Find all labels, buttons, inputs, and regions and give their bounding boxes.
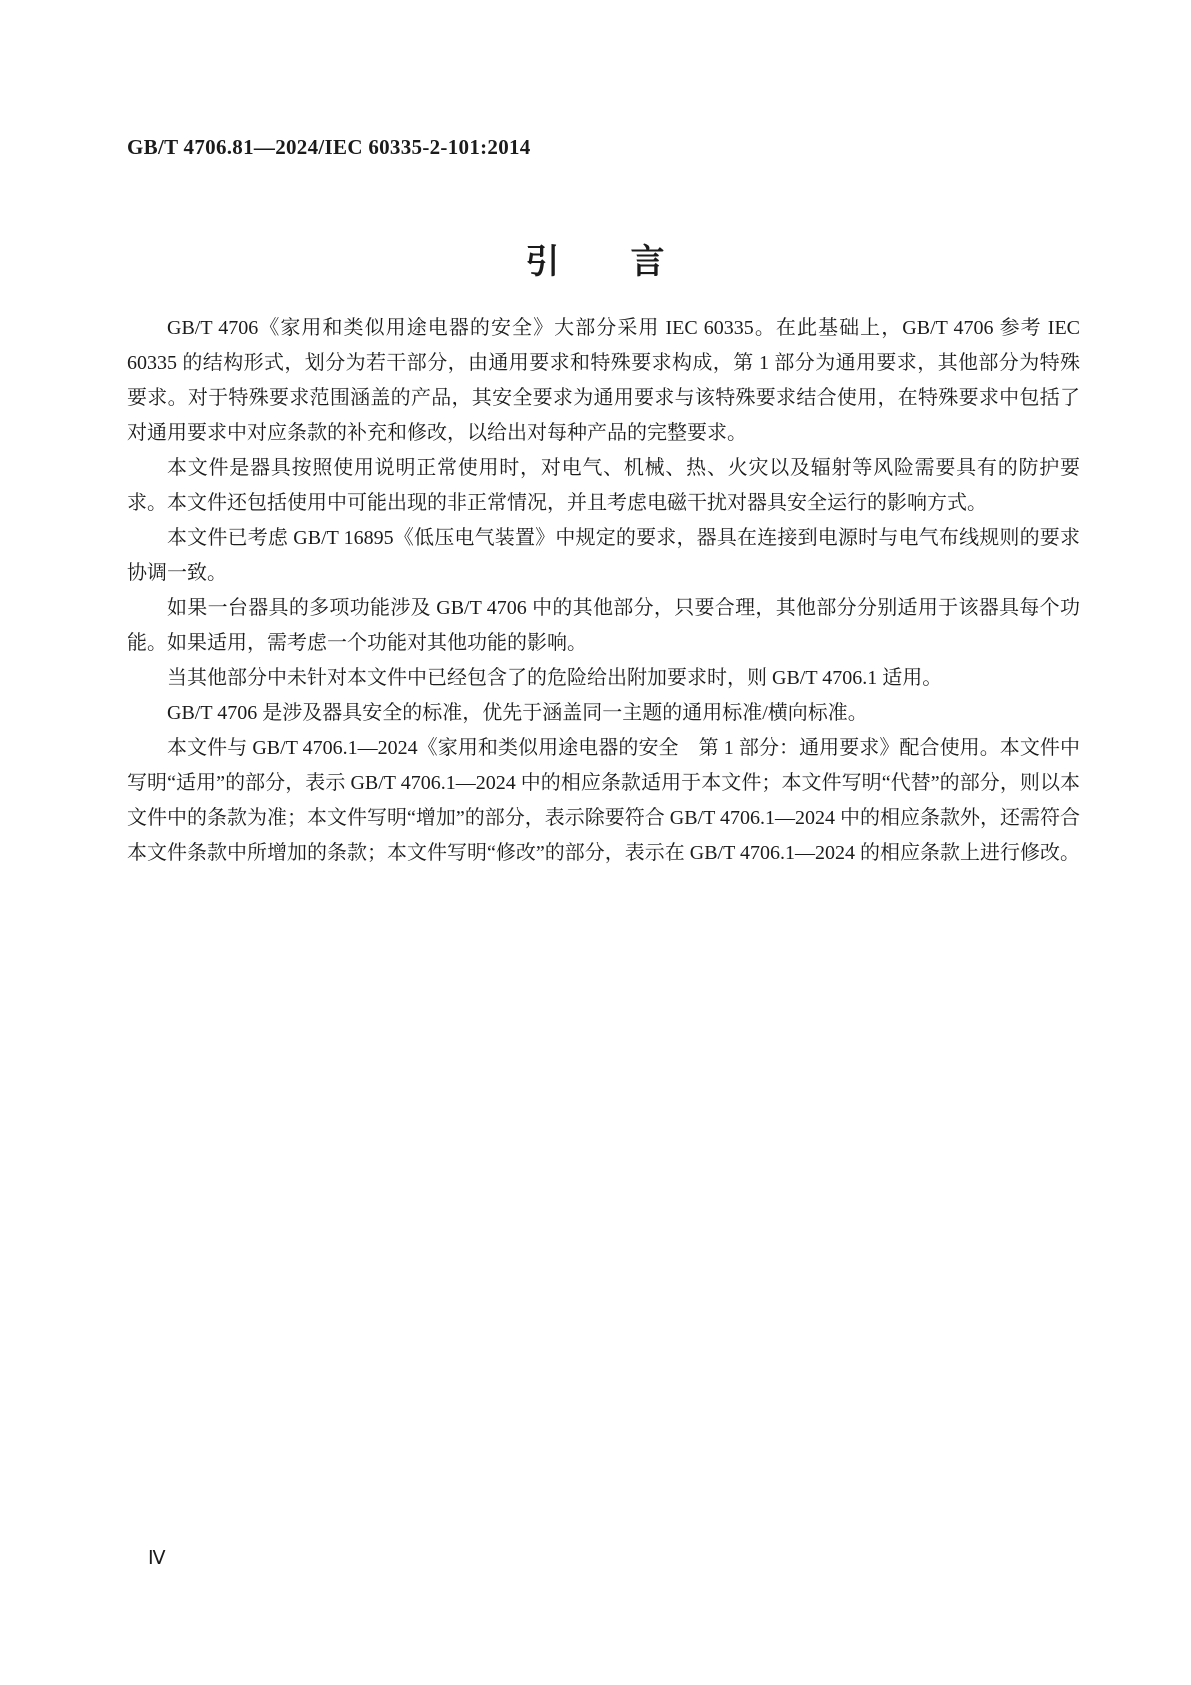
intro-paragraph: GB/T 4706 是涉及器具安全的标准，优先于涵盖同一主题的通用标准/横向标准。 — [167, 702, 868, 724]
intro-paragraph: 本文件与 GB/T 4706.1—2024《家用和类似用途电器的安全 第 1 部分：通用要求》配合使用。本文件中写明“适用”的部分，表示 GB/T 4706.1—2024 中的相应条款适用于本文件；本文件写明“代替”的部分，则以本文件中的条款为准；本文件写明“增加”的部分，表示除要符合 GB/T 4706.1—2024 中的相应条款外，还需符合本文件条款中所增加的条款；本文件写明“修改”的部分，表示在 GB/T 4706.1—2024 的相应条款上进行修改。 — [127, 737, 1080, 864]
intro-paragraph: 当其他部分中未针对本文件中已经包含了的危险给出附加要求时，则 GB/T 4706.1 适用。 — [167, 667, 943, 689]
intro-paragraph: GB/T 4706《家用和类似用途电器的安全》大部分采用 IEC 60335。在此基础上，GB/T 4706 参考 IEC 60335 的结构形式，划分为若干部分，由通用要求和特殊要求构成，第 1 部分为通用要求，其他部分为特殊要求。对于特殊要求范围涵盖的产品，其安全要求为通用要求与该特殊要求结合使用，在特殊要求中包括了对通用要求中对应条款的补充和修改，以给出对每种产品的完整要求。 — [127, 317, 1080, 444]
intro-paragraph: 本文件是器具按照使用说明正常使用时，对电气、机械、热、火灾以及辐射等风险需要具有的防护要求。本文件还包括使用中可能出现的非正常情况，并且考虑电磁干扰对器具安全运行的影响方式。 — [127, 457, 1080, 514]
introduction-body — [127, 311, 1080, 871]
intro-paragraph: 本文件已考虑 GB/T 16895《低压电气装置》中规定的要求，器具在连接到电源时与电气布线规则的要求协调一致。 — [127, 527, 1080, 584]
page-title: 引 言 — [525, 243, 666, 281]
intro-paragraph: 如果一台器具的多项功能涉及 GB/T 4706 中的其他部分，只要合理，其他部分分别适用于该器具每个功能。如果适用，需考虑一个功能对其他功能的影响。 — [127, 597, 1080, 654]
page-number: Ⅳ — [148, 1548, 166, 1569]
document-code-header: GB/T 4706.81—2024/IEC 60335-2-101:2014 — [127, 135, 531, 159]
